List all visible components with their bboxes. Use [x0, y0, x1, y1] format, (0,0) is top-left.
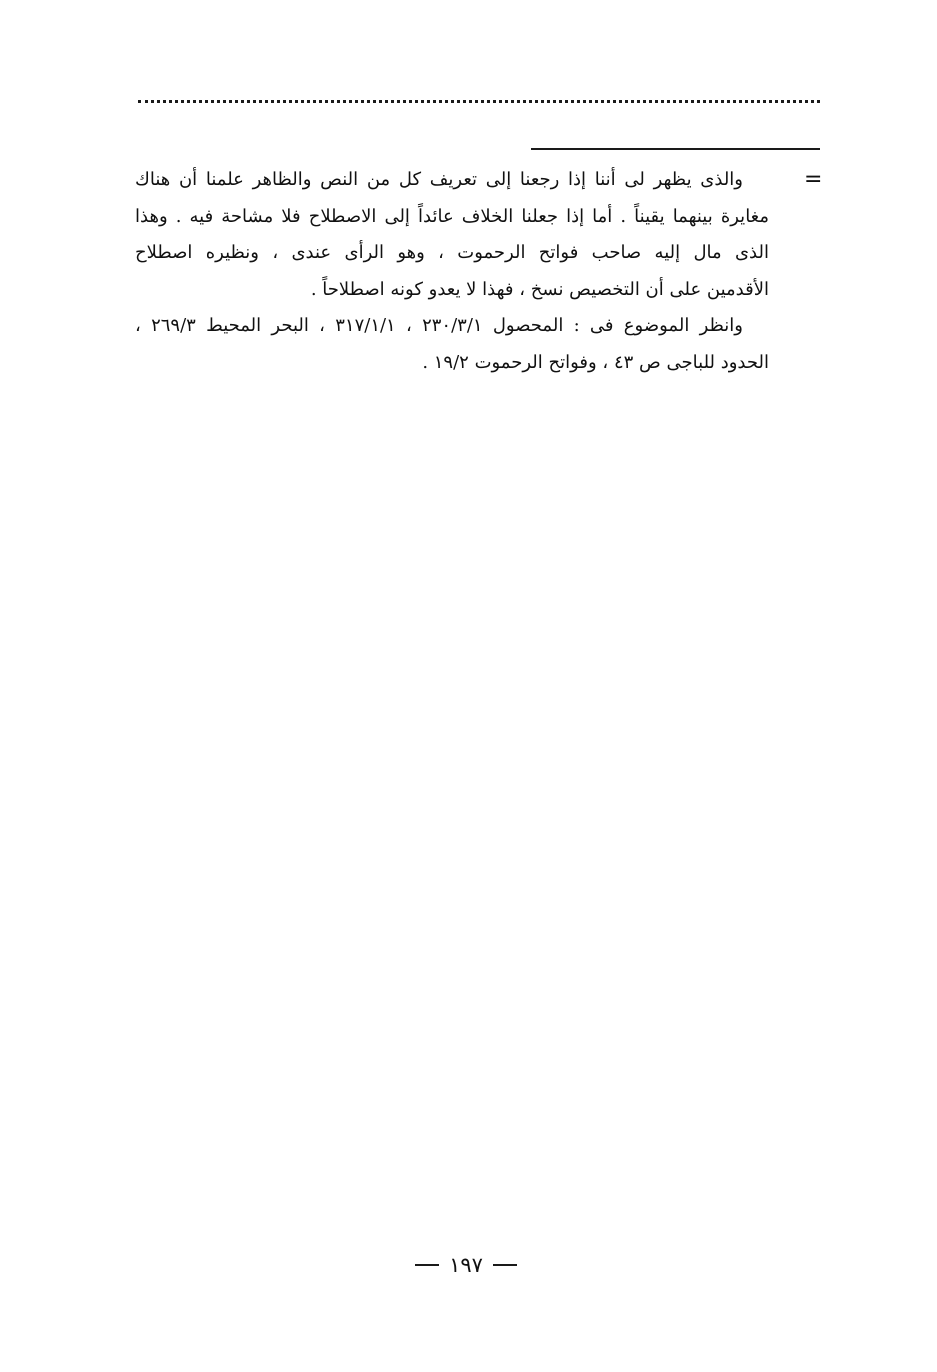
dotted-separator [138, 100, 820, 103]
footnote-line: الأقدمين على أن التخصيص نسخ ، فهذا لا يعدو كونه اصطلاحاً . [310, 278, 769, 300]
footnote-line: والذى يظهر لى أننا إذا رجعنا إلى تعريف كل من النص والظاهر علمنا أن هناك [135, 169, 743, 190]
footnote-separator-line [531, 148, 820, 150]
footnote-line: وانظر الموضوع فى : المحصول ٢٣٠/٣/١ ، ٣١٧/١/١ ، البحر المحيط ٢٦٩/٣ ، [135, 315, 743, 336]
page-number [408, 1250, 524, 1280]
page-number-dash-left [415, 1264, 439, 1266]
footnote-line: الذى مال إليه صاحب فواتح الرحموت ، وهو الرأى عندى ، ونظيره اصطلاح [135, 242, 769, 263]
page-number-text: ١٩٧ [449, 1253, 483, 1277]
page-number-dash-right [493, 1264, 517, 1266]
footnote-continuation-mark: = [804, 167, 823, 192]
footnote-line: مغايرة بينهما يقيناً . أما إذا جعلنا الخلاف عائداً إلى الاصطلاح فلا مشاحة فيه . وهذا [135, 205, 769, 227]
footnote-line: الحدود للباجى ص ٤٣ ، وفواتح الرحموت ١٩/٢ . [422, 351, 769, 373]
footnote-text [135, 162, 769, 381]
